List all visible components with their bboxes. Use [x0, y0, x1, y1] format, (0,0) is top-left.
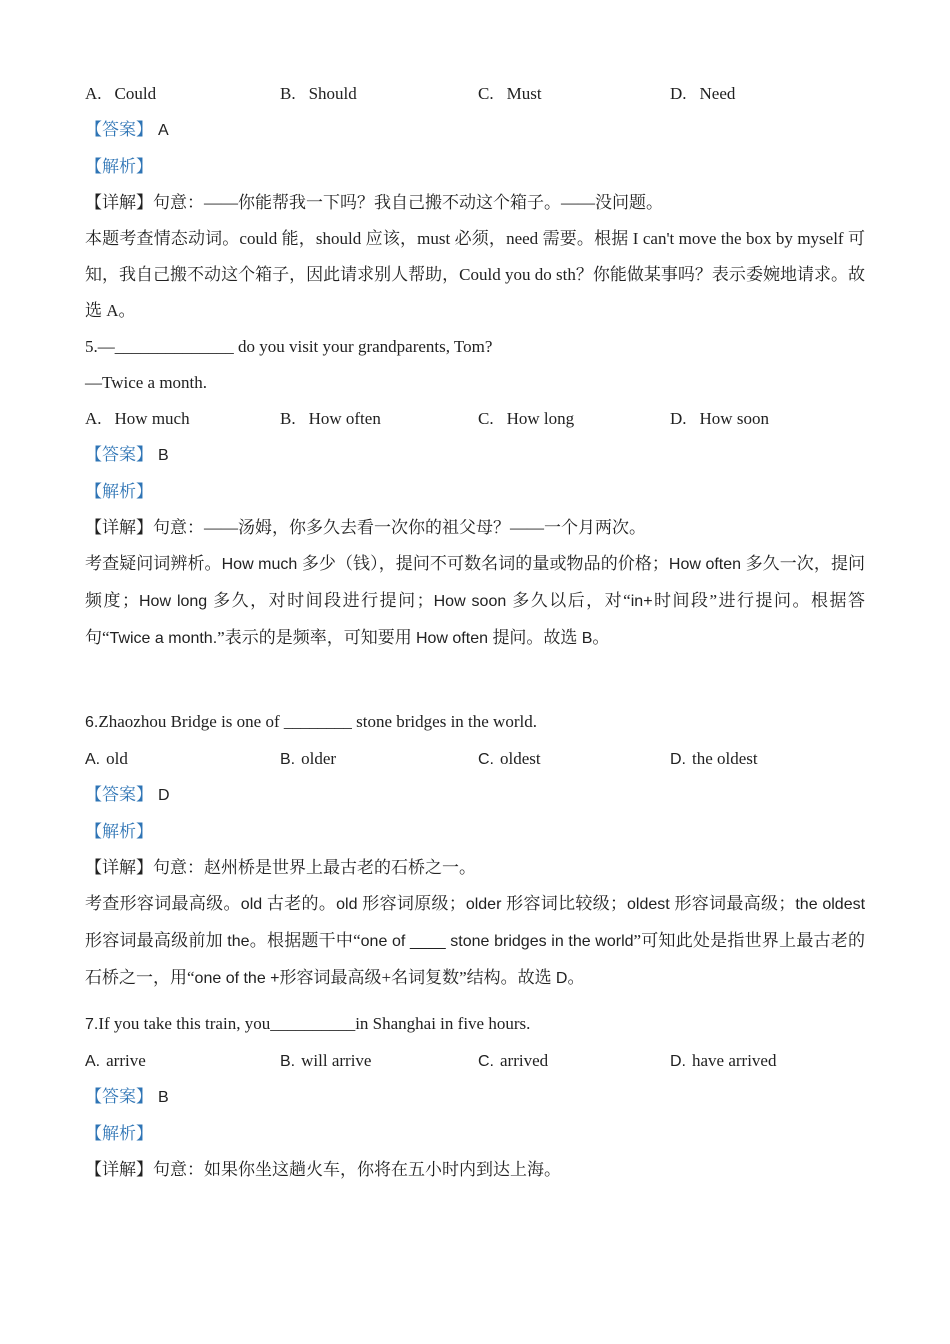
text-segment: 形容词比较级； [506, 894, 628, 913]
analysis-line [85, 814, 865, 850]
question-line [85, 329, 865, 365]
option [85, 401, 190, 437]
option [478, 401, 574, 437]
answer-label: 【答案】 [85, 1087, 153, 1106]
text-segment: How long [139, 593, 214, 610]
answer-line [85, 1079, 865, 1116]
question-line [85, 365, 865, 401]
text-segment: D [555, 970, 568, 987]
question-block [85, 329, 865, 657]
text-segment: 。根据题干中“ [249, 931, 361, 950]
option-letter: B. [280, 84, 296, 103]
option-text: How soon [699, 409, 769, 428]
text-segment: 。 [567, 968, 585, 987]
option-text: will arrive [301, 1051, 372, 1070]
option-text: the oldest [692, 749, 758, 768]
options-row [85, 401, 865, 437]
question-block [85, 704, 865, 997]
text-segment: 。 [592, 628, 610, 647]
option [85, 1043, 146, 1080]
option-letter: D. [670, 409, 687, 428]
option-letter: A. [85, 751, 101, 768]
option-text: Should [308, 84, 357, 103]
option-letter: B. [280, 1053, 296, 1070]
text-segment: old [240, 896, 267, 913]
text-segment: 7. [85, 1016, 99, 1033]
options-row [85, 741, 865, 777]
answer-line [85, 112, 865, 149]
option-text: How often [308, 409, 381, 428]
answer-label: 【答案】 [85, 445, 153, 464]
text-segment: in+ [630, 593, 653, 610]
text-segment: ”表示的是频率，可知要用 [217, 628, 416, 647]
answer-value: B [158, 1089, 169, 1106]
option [85, 76, 156, 112]
explanation-paragraph [85, 850, 865, 886]
text-segment: 提问。故选 [492, 628, 582, 647]
text-segment: 本题考查情态动词。could 能，should 应该，must 必须，need 需要。根据 I can't move the box by myself 可知，我自己搬不动这个箱子，因此请求别人帮助，Could you do sth？你能做某事吗？表示委婉地请求。故选 A。 [85, 229, 865, 320]
answer-value: A [158, 122, 169, 139]
text-segment: 【详解】句意：——汤姆，你多久去看一次你的祖父母？——一个月两次。 [85, 518, 646, 537]
answer-value: D [158, 787, 170, 804]
option [670, 1043, 776, 1080]
text-segment: 5.—______________ do you visit your grandparents, Tom? [85, 337, 493, 356]
option-text: old [106, 749, 128, 768]
option-text: Need [699, 84, 736, 103]
option [280, 401, 381, 437]
explanation-paragraph [85, 886, 865, 997]
text-segment: 多久一次，提问频度； [85, 554, 866, 610]
analysis-label: 【解析】 [85, 1124, 153, 1143]
option [670, 76, 735, 112]
option-letter: D. [670, 1053, 686, 1070]
option [280, 76, 357, 112]
text-segment: Twice a month. [109, 630, 218, 647]
text-segment: ”可知此处是指世界上最古老的石桥之一，用“ [85, 931, 866, 987]
question-line [85, 704, 865, 741]
text-segment: —Twice a month. [85, 373, 208, 392]
analysis-label: 【解析】 [85, 822, 153, 841]
option-text: Could [114, 84, 157, 103]
text-segment: 古老的。 [266, 894, 337, 913]
explanation-paragraph [85, 546, 865, 657]
option-letter: C. [478, 84, 494, 103]
text-segment: 6. [85, 714, 99, 731]
text-segment: older [465, 896, 507, 913]
explanation-paragraph [85, 1152, 865, 1188]
answer-label: 【答案】 [85, 120, 153, 139]
text-segment: 时间段”进行提问。根据答句“ [85, 591, 866, 647]
text-segment: 考查形容词最高级。 [85, 894, 241, 913]
option-letter: C. [478, 1053, 494, 1070]
analysis-line [85, 149, 865, 185]
answer-line [85, 437, 865, 474]
text-segment: How often [415, 630, 493, 647]
options-row [85, 76, 865, 112]
analysis-line [85, 1116, 865, 1152]
option-text: How long [506, 409, 575, 428]
text-segment: If you take this train, you__________in Shanghai in five hours. [98, 1014, 531, 1033]
option-text: arrived [500, 1051, 549, 1070]
text-segment: Zhaozhou Bridge is one of ________ stone bridges in the world. [98, 712, 537, 731]
option [478, 741, 541, 778]
analysis-label: 【解析】 [85, 157, 153, 176]
option-text: How much [114, 409, 190, 428]
option [670, 741, 758, 778]
text-segment: B [581, 630, 593, 647]
explanation-paragraph [85, 221, 865, 329]
option-letter: B. [280, 751, 296, 768]
option-letter: C. [478, 409, 494, 428]
option [85, 741, 128, 778]
explanation-paragraph [85, 510, 865, 546]
text-segment: How much [221, 556, 302, 573]
option-letter: D. [670, 84, 687, 103]
text-segment: 【详解】句意：赵州桥是世界上最古老的石桥之一。 [85, 858, 476, 877]
text-segment: 【详解】句意：——你能帮我一下吗？我自己搬不动这个箱子。——没问题。 [85, 193, 663, 212]
text-segment: the oldest [795, 896, 866, 913]
analysis-line [85, 474, 865, 510]
option-text: have arrived [692, 1051, 777, 1070]
option [280, 1043, 371, 1080]
text-segment: oldest [627, 896, 675, 913]
option-text: Must [506, 84, 542, 103]
text-segment: one of the + [194, 970, 280, 987]
text-segment: 多久以后，对“ [512, 591, 631, 610]
text-segment: the [227, 933, 250, 950]
answer-value: B [158, 447, 169, 464]
option [478, 76, 542, 112]
text-segment: 形容词最高级； [674, 894, 796, 913]
option-letter: B. [280, 409, 296, 428]
option-letter: C. [478, 751, 494, 768]
text-segment: 【详解】句意：如果你坐这趟火车，你将在五小时内到达上海。 [85, 1160, 561, 1179]
option [478, 1043, 548, 1080]
analysis-label: 【解析】 [85, 482, 153, 501]
text-segment: 形容词最高级+名词复数”结构。故选 [279, 968, 556, 987]
question-block [85, 1006, 865, 1188]
text-segment: 形容词最高级前加 [85, 931, 228, 950]
text-segment: How often [668, 556, 746, 573]
option-text: oldest [500, 749, 541, 768]
options-row [85, 1043, 865, 1079]
answer-line [85, 777, 865, 814]
text-segment: one of ____ stone bridges in the world [360, 933, 634, 950]
option-letter: A. [85, 409, 102, 428]
explanation-paragraph [85, 185, 865, 221]
question-block [85, 76, 865, 329]
answer-label: 【答案】 [85, 785, 153, 804]
text-segment: 多久，对时间段进行提问； [213, 591, 434, 610]
text-segment: old [336, 896, 363, 913]
text-segment: How soon [433, 593, 513, 610]
text-segment: 多少（钱），提问不可数名词的量或物品的价格； [301, 554, 669, 573]
text-segment: 形容词原级； [362, 894, 466, 913]
option [670, 401, 769, 437]
option-letter: A. [85, 1053, 101, 1070]
option-text: older [301, 749, 337, 768]
question-line [85, 1006, 865, 1043]
text-segment: 考查疑问词辨析。 [85, 554, 222, 573]
option [280, 741, 336, 778]
option-letter: A. [85, 84, 102, 103]
option-letter: D. [670, 751, 686, 768]
option-text: arrive [106, 1051, 146, 1070]
